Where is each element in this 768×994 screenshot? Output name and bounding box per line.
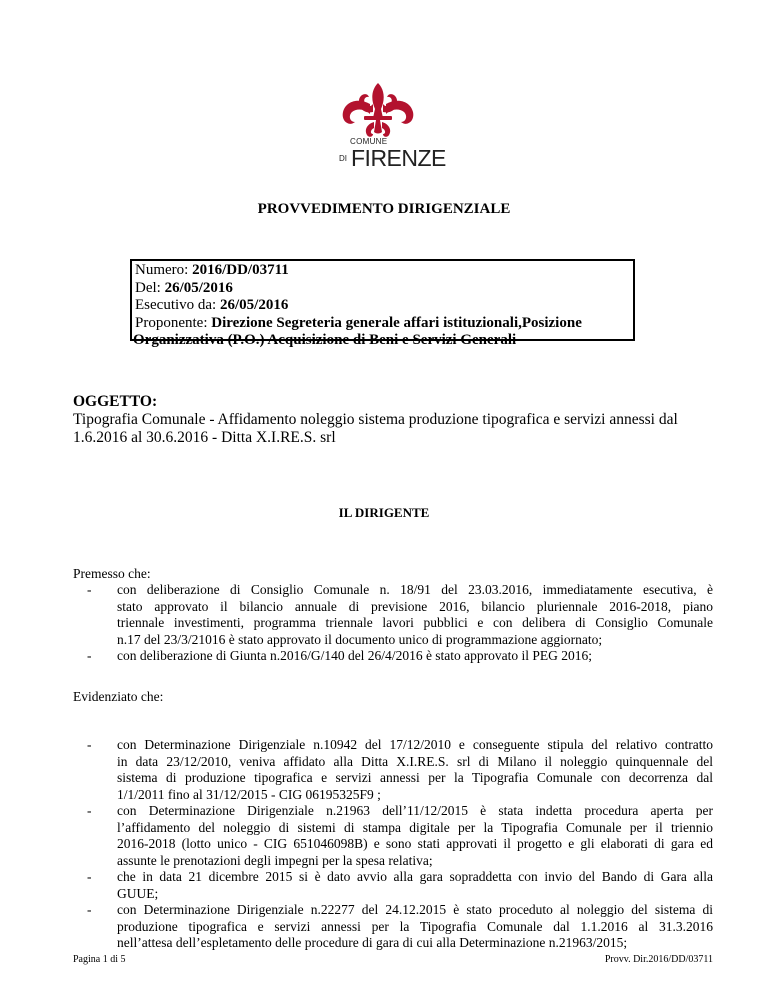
- logo-text-di: DI: [339, 154, 347, 163]
- evidenziato-intro: Evidenziato che:: [73, 689, 164, 704]
- footer-reference: Provv. Dir.2016/DD/03711: [604, 954, 713, 965]
- text-line: l’affidamento del noleggio di sistemi di stampa digitale per la Tipografia Comunale per il triennio: [117, 819, 713, 835]
- text-line: in data 23/12/2010, veniva affidato alla Ditta X.I.RE.S. srl di Milano il noleggio quinquennale del: [117, 753, 713, 769]
- text-line: nell’attesa dell’espletamento delle procedure di gara di cui alla Determinazione n.21963/2015;: [117, 935, 628, 950]
- logo-text-firenze: FIRENZE: [351, 145, 446, 171]
- footer-page-number: Pagina 1 di 5: [73, 954, 126, 965]
- list-item: [87, 869, 713, 902]
- list-item-text: [117, 803, 713, 869]
- text-line: sistema di produzione tipografica e servizi annessi per la Tipografia Comunale con decorrenza dal: [117, 770, 713, 785]
- list-item: [87, 737, 713, 803]
- text-line: n.17 del 23/3/21016 è stato approvato il documento unico di programmazione aggiornato;: [117, 631, 603, 647]
- numero-value: 2016/DD/03711: [192, 262, 289, 278]
- bullet-dash: -: [87, 648, 92, 663]
- text-line: assunte le prenotazioni degli impegni per la spesa relativa;: [117, 852, 433, 868]
- logo-text-comune: COMUNE: [350, 137, 388, 146]
- text-line: che in data 21 dicembre 2015 si è dato avvio alla gara sopraddetta con invio del Bando di Gara alla: [117, 869, 713, 884]
- proponente-value: Direzione Segreteria generale affari istituzionali,Posizione: [211, 314, 582, 331]
- document-title: PROVVEDIMENTO DIRIGENZIALE: [257, 201, 511, 217]
- bullet-dash: -: [87, 582, 92, 597]
- bullet-dash: -: [87, 737, 92, 752]
- list-item-text: [117, 869, 713, 902]
- bullet-dash: -: [87, 902, 92, 917]
- oggetto-section: [73, 393, 713, 447]
- text-line: con deliberazione di Giunta n.2016/G/140 del 26/4/2016 è stato approvato il PEG 2016;: [117, 648, 593, 663]
- esecutivo-value: 26/05/2016: [219, 297, 289, 314]
- section-heading: IL DIRIGENTE: [338, 505, 430, 520]
- esecutivo-line: Esecutivo da: 26/05/2016: [135, 297, 289, 314]
- proponente-line: Proponente: Direzione Segreteria generale affari istituzionali,Posizione: [135, 314, 582, 331]
- text-line: 1/1/2011 fino al 31/12/2015 - CIG 06195325F9 ;: [117, 786, 381, 802]
- text-line: produzione tipografica e servizi annessi per la Tipografia Comunale dal 1.1.2016 al 31.3.2016: [117, 918, 713, 934]
- list-item-text: [117, 902, 713, 952]
- text-line: stato approvato il bilancio annuale di previsione 2016, bilancio pluriennale 2016-2018, piano: [117, 598, 713, 614]
- fleur-de-lis-icon: [340, 82, 416, 140]
- del-line: Del: 26/05/2016: [135, 279, 233, 296]
- numero-line: Numero: 2016/DD/03711: [135, 262, 289, 278]
- text-line: triennale investimenti, programma triennale lavori pubblici e con delibera di Consiglio Comunale: [117, 615, 713, 630]
- text-line: con Determinazione Dirigenziale n.10942 del 17/12/2010 e conseguente stipula del relativo contratto: [117, 737, 713, 752]
- list-item: [87, 648, 713, 665]
- list-item-text: [117, 737, 713, 803]
- text-line: con Determinazione Dirigenziale n.22277 del 24.12.2015 è stato proceduto al noleggio del sistema di: [117, 902, 713, 917]
- bullet-dash: -: [87, 803, 92, 818]
- list-item: [87, 902, 713, 952]
- premesso-intro: Premesso che:: [73, 566, 151, 581]
- bullet-dash: -: [87, 869, 92, 884]
- oggetto-line-2: 1.6.2016 al 30.6.2016 - Ditta X.I.RE.S. srl: [73, 429, 336, 446]
- list-item-text: [117, 582, 713, 648]
- text-line: con Determinazione Dirigenziale n.21963 dell’11/12/2015 è stata indetta procedura aperta per: [117, 803, 713, 818]
- list-item-text: [117, 648, 713, 665]
- proponente-line-2: Organizzativa (P.O.) Acquisizione di Beni e Servizi Generali: [133, 332, 517, 349]
- del-value: 26/05/2016: [164, 279, 233, 296]
- document-info-box: [130, 259, 635, 349]
- list-item: [87, 803, 713, 869]
- oggetto-label: OGGETTO:: [73, 393, 158, 410]
- oggetto-line-1: Tipografia Comunale - Affidamento noleggio sistema produzione tipografica e servizi annessi dal: [73, 411, 678, 428]
- text-line: 2016-2018 (lotto unico - CIG 651046098B) e sono stati approvati il progetto e gli elaborati di gara ed: [117, 836, 713, 851]
- text-line: GUUE;: [117, 885, 159, 901]
- list-item: [87, 582, 713, 648]
- comune-firenze-logo: [328, 82, 446, 174]
- text-line: con deliberazione di Consiglio Comunale n. 18/91 del 23.03.2016, immediatamente esecutiva, è: [117, 582, 713, 597]
